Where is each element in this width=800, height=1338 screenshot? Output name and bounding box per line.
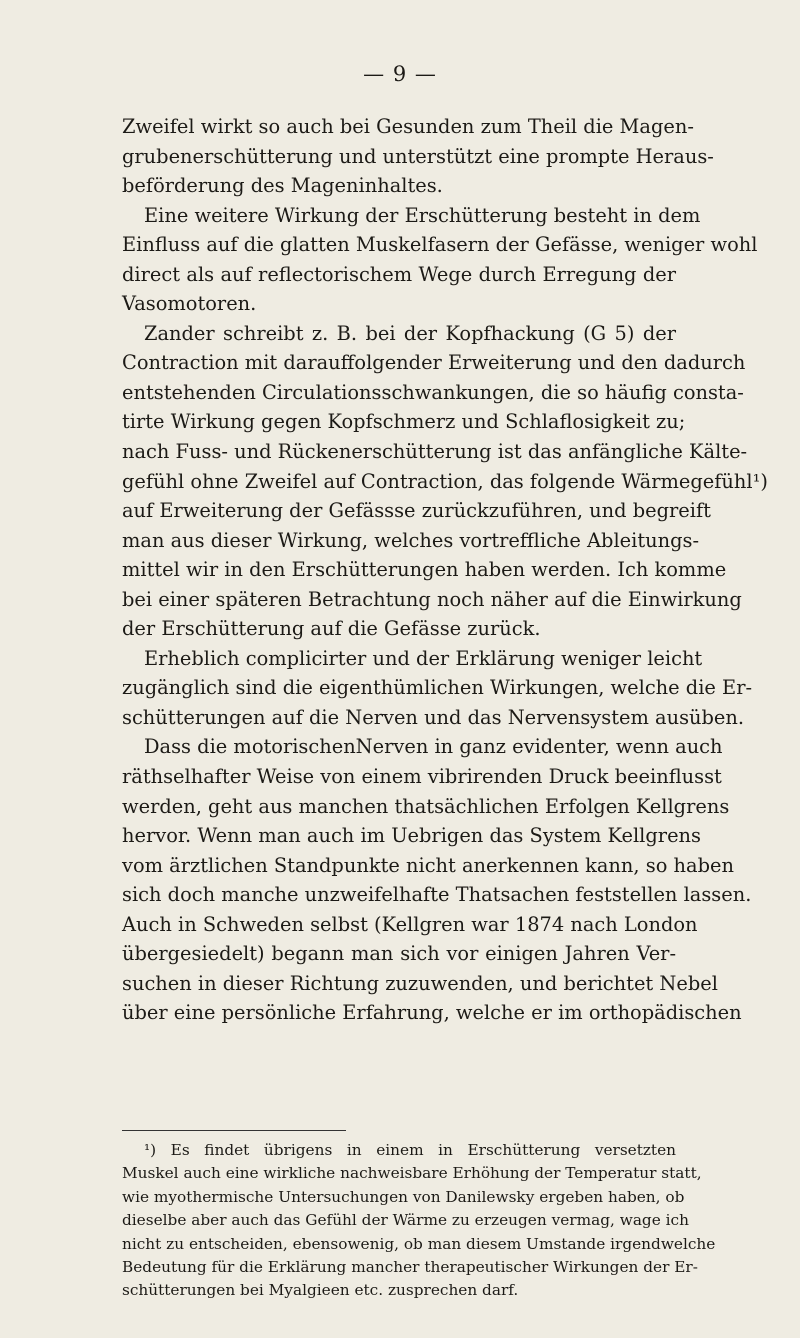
footnote [122,1139,716,1303]
text-line: Zweifel wirkt so auch bei Gesunden zum Theil die Magen- [122,115,694,138]
text-line: man aus dieser Wirkung, welches vortreffliche Ableitungs- [122,528,700,552]
footnote-line: wie myothermische Untersuchungen von Danilewsky ergeben haben, ob [122,1187,685,1206]
footnote-divider [122,1130,346,1131]
text-line: übergesiedelt) begann man sich vor einigen Jahren Ver- [122,942,676,966]
text-line: Eine weitere Wirkung der Erschütterung besteht in dem [144,203,701,227]
footnote-line: Bedeutung für die Erklärung mancher therapeutischer Wirkungen der Er- [122,1257,698,1276]
footnote-line: Muskel auch eine wirkliche nachweisbare Erhöhung der Temperatur statt, [122,1164,702,1183]
text-line: schütterungen auf die Nerven und das Nervensystem ausüben. [122,705,745,729]
text-line: räthselhafter Weise von einem vibrirenden Druck beeinflusst [122,765,722,789]
text-line: über eine persönliche Erfahrung, welche er im orthopädischen [122,1001,742,1025]
text-line: grubenerschütterung und unterstützt eine prompte Heraus- [122,144,714,168]
text-line: vom ärztlichen Standpunkte nicht anerkennen kann, so haben [122,853,734,877]
text-line: Auch in Schweden selbst (Kellgren war 1874 nach London [122,912,698,936]
page-number: — 9 — [363,62,437,86]
text-line: Einfluss auf die glatten Muskelfasern der Gefässe, weniger wohl [122,233,758,257]
text-line: suchen in dieser Richtung zuzuwenden, und berichtet Nebel [122,971,718,995]
text-line: Zander schreibt z. B. bei der Kopfhackung (G 5) der [144,321,676,345]
text-line: beförderung des Mageninhaltes. [122,174,443,198]
text-line: mittel wir in den Erschütterungen haben werden. Ich komme [122,558,727,582]
text-line: direct als auf reflectorischem Wege durch Erregung der [122,262,676,286]
footnote-line: schütterungen bei Myalgieen etc. zusprechen darf. [122,1281,519,1300]
text-line: hervor. Wenn man auch im Uebrigen das System Kellgrens [122,824,701,848]
text-line: tirte Wirkung gegen Kopfschmerz und Schlaflosigkeit zu; [122,410,686,434]
text-line: Erheblich complicirter und der Erklärung weniger leicht [144,646,703,670]
text-line: Vasomotoren. [122,292,257,316]
text-line: entstehenden Circulationsschwankungen, die so häufig consta- [122,380,744,404]
text-line: sich doch manche unzweifelhafte Thatsachen feststellen lassen. [122,883,752,907]
text-line: der Erschütterung auf die Gefässe zurück. [122,617,541,641]
footnote-line: nicht zu entscheiden, ebensowenig, ob man diesem Umstande irgendwelche [122,1234,716,1253]
text-line: Dass die motorischenNerven in ganz evidenter, wenn auch [144,735,723,759]
text-line: nach Fuss- und Rückenerschütterung ist das anfängliche Kälte- [122,440,748,464]
footnote-line: ¹) Es findet übrigens in einem in Erschütterung versetzten [144,1141,676,1159]
footnote-line: dieselbe aber auch das Gefühl der Wärme zu erzeugen vermag, wage ich [122,1211,689,1230]
body-text [122,112,768,1028]
text-line: bei einer späteren Betrachtung noch näher auf die Einwirkung [122,587,742,611]
text-line: gefühl ohne Zweifel auf Contraction, das folgende Wärmegefühl¹) [122,469,768,493]
text-line: zugänglich sind die eigenthümlichen Wirkungen, welche die Er- [122,676,753,700]
text-line: auf Erweiterung der Gefässse zurückzuführen, und begreift [122,499,711,523]
text-line: werden, geht aus manchen thatsächlichen Erfolgen Kellgrens [122,794,730,818]
text-line: Contraction mit darauffolgender Erweiterung und den dadurch [122,351,746,375]
